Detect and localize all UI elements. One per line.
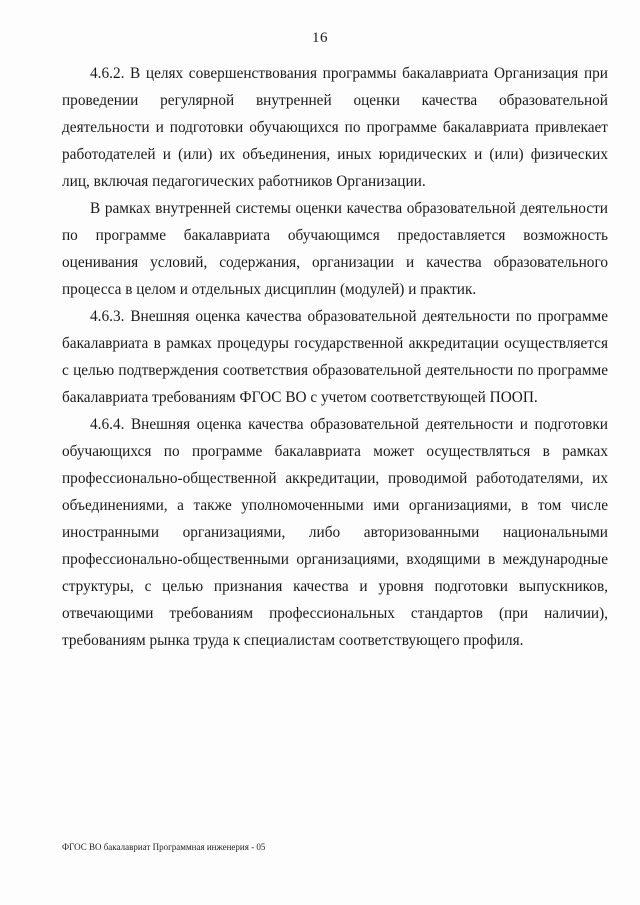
paragraph-internal-assessment: В рамках внутренней системы оценки качества образовательной деятельности по программе бакалавриата обучающимся предоставляется возможность оценивания условий, содержания, организации и качества образовательного процесса в целом и отдельных дисциплин (модулей) и практик. [62, 200, 608, 298]
paragraph-4-6-4: 4.6.4. Внешняя оценка качества образовательной деятельности и подготовки обучающихся по программе бакалавриата может осуществляться в рамках профессионально-общественной аккредитации, проводимой работодателями, их объединениями, а также уполномоченными ими организациями, в том числе иностранными организациями, либо авторизованными национальными профессионально-общественными организациями, входящими в международные структуры, с целью признания качества и уровня подготовки выпускников, отвечающими требованиям профессиональных стандартов (при наличии), требованиям рынка труда к специалистам соответствующего профиля. [62, 416, 608, 649]
paragraph-4-6-3: 4.6.3. Внешняя оценка качества образовательной деятельности по программе бакалавриата в рамках процедуры государственной аккредитации осуществляется с целью подтверждения соответствия образовательной деятельности по программе бакалавриата требованиям ФГОС ВО с учетом соответствующей ПООП. [62, 308, 608, 406]
paragraph-4-6-2: 4.6.2. В целях совершенствования программы бакалавриата Организация при проведении регулярной внутренней оценки качества образовательной деятельности и подготовки обучающихся по программе бакалавриата привлекает работодателей и (или) их объединения, иных юридических и (или) физических лиц, включая педагогических работников Организации. [62, 65, 608, 190]
page-number: 16 [312, 30, 328, 46]
page-footer: ФГОС ВО бакалавриат Программная инженерия - 05 [62, 842, 266, 852]
document-body [62, 60, 608, 654]
